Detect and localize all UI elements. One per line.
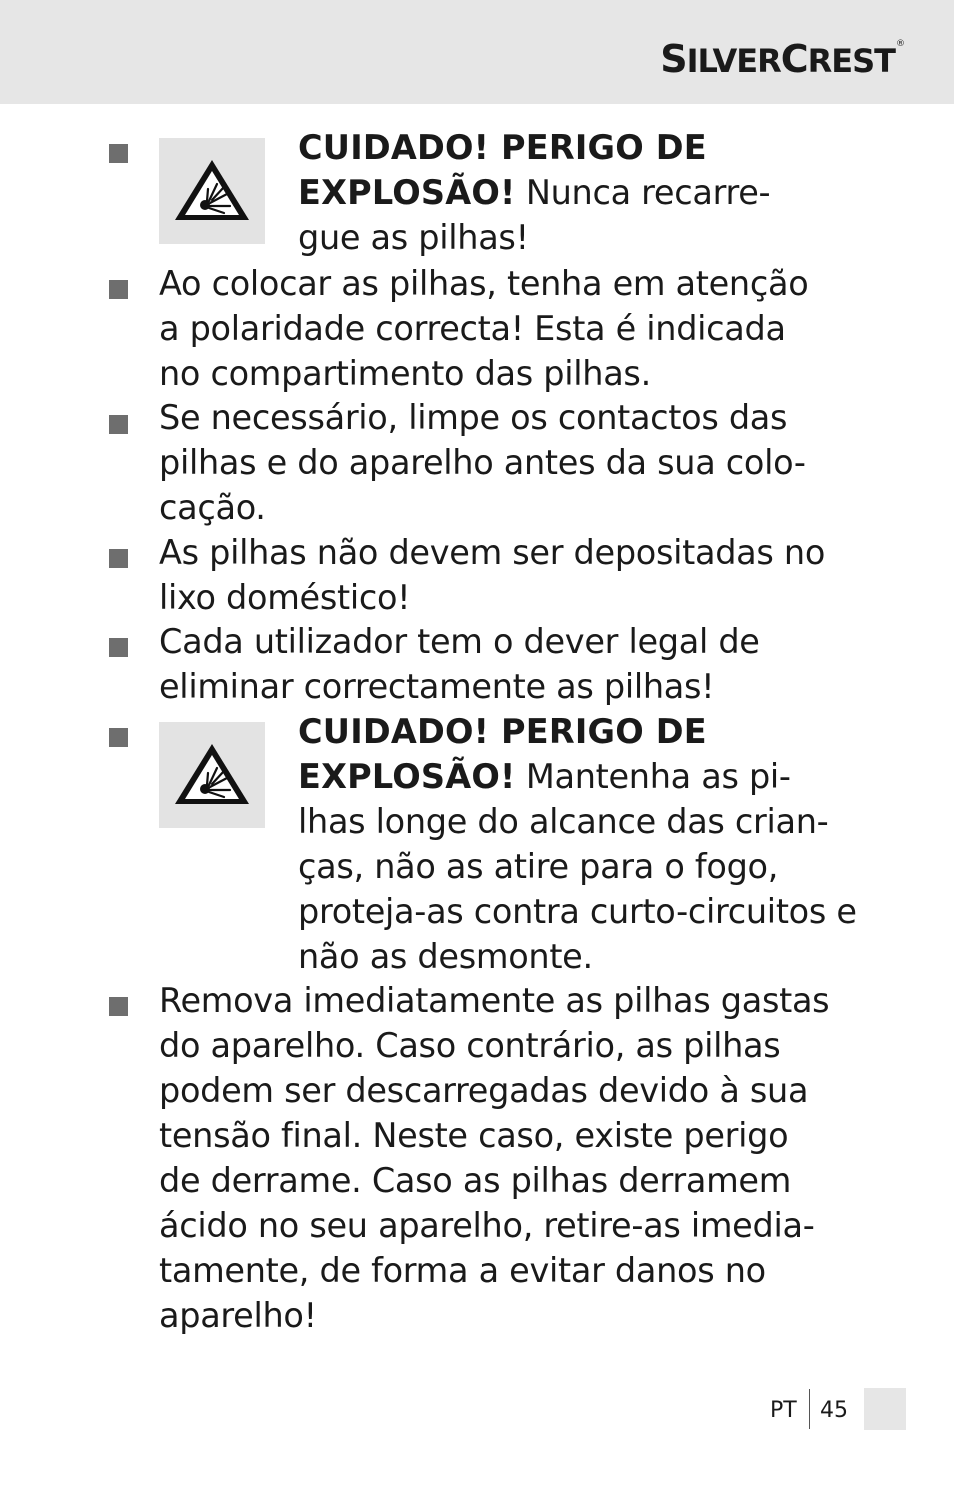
list-bullet [109, 997, 128, 1016]
list-item-text: Se necessário, limpe os contactos das pilhas e do aparelho antes da sua colo- cação. [159, 398, 806, 527]
brand-logo: SILVERCREST® [660, 37, 904, 81]
list-item-text: Ao colocar as pilhas, tenha em atenção a polaridade correcta! Esta é indicada no compartimento das pilhas. [159, 264, 809, 393]
list-item-text: Remova imediatamente as pilhas gastas do aparelho. Caso contrário, as pilhas podem ser descarregadas devido à sua tensão final. Neste caso, existe perigo de derrame. Caso as pilhas derramem ácido no seu aparelho, retire-as imedia- tamente, de forma a evitar danos no aparelho! [159, 981, 830, 1335]
list-bullet [109, 638, 128, 657]
warning-box [159, 722, 265, 828]
list-bullet [109, 144, 128, 163]
list-item-text: As pilhas não devem ser depositadas no lixo doméstico! [159, 533, 826, 617]
list-bullet [109, 415, 128, 434]
explosion-warning-icon [172, 156, 252, 224]
page-number: 45 [820, 1398, 848, 1423]
footer-tab-marker [864, 1388, 906, 1430]
warning-box [159, 138, 265, 244]
page-header [0, 0, 954, 104]
list-bullet [109, 280, 128, 299]
list-item-text: Cada utilizador tem o dever legal de eliminar correctamente as pilhas! [159, 622, 760, 706]
list-bullet [109, 728, 128, 747]
list-item-text: CUIDADO! PERIGO DE EXPLOSÃO! Nunca recarre- gue as pilhas! [298, 128, 771, 257]
list-bullet [109, 549, 128, 568]
explosion-warning-icon [172, 740, 252, 808]
list-item-text: CUIDADO! PERIGO DE EXPLOSÃO! Mantenha as pi- lhas longe do alcance das crian- ças, não as atire para o fogo, proteja-as contra curto-circuitos e não as desmonte. [298, 712, 857, 976]
footer-divider [809, 1389, 810, 1429]
language-code: PT [770, 1398, 797, 1423]
